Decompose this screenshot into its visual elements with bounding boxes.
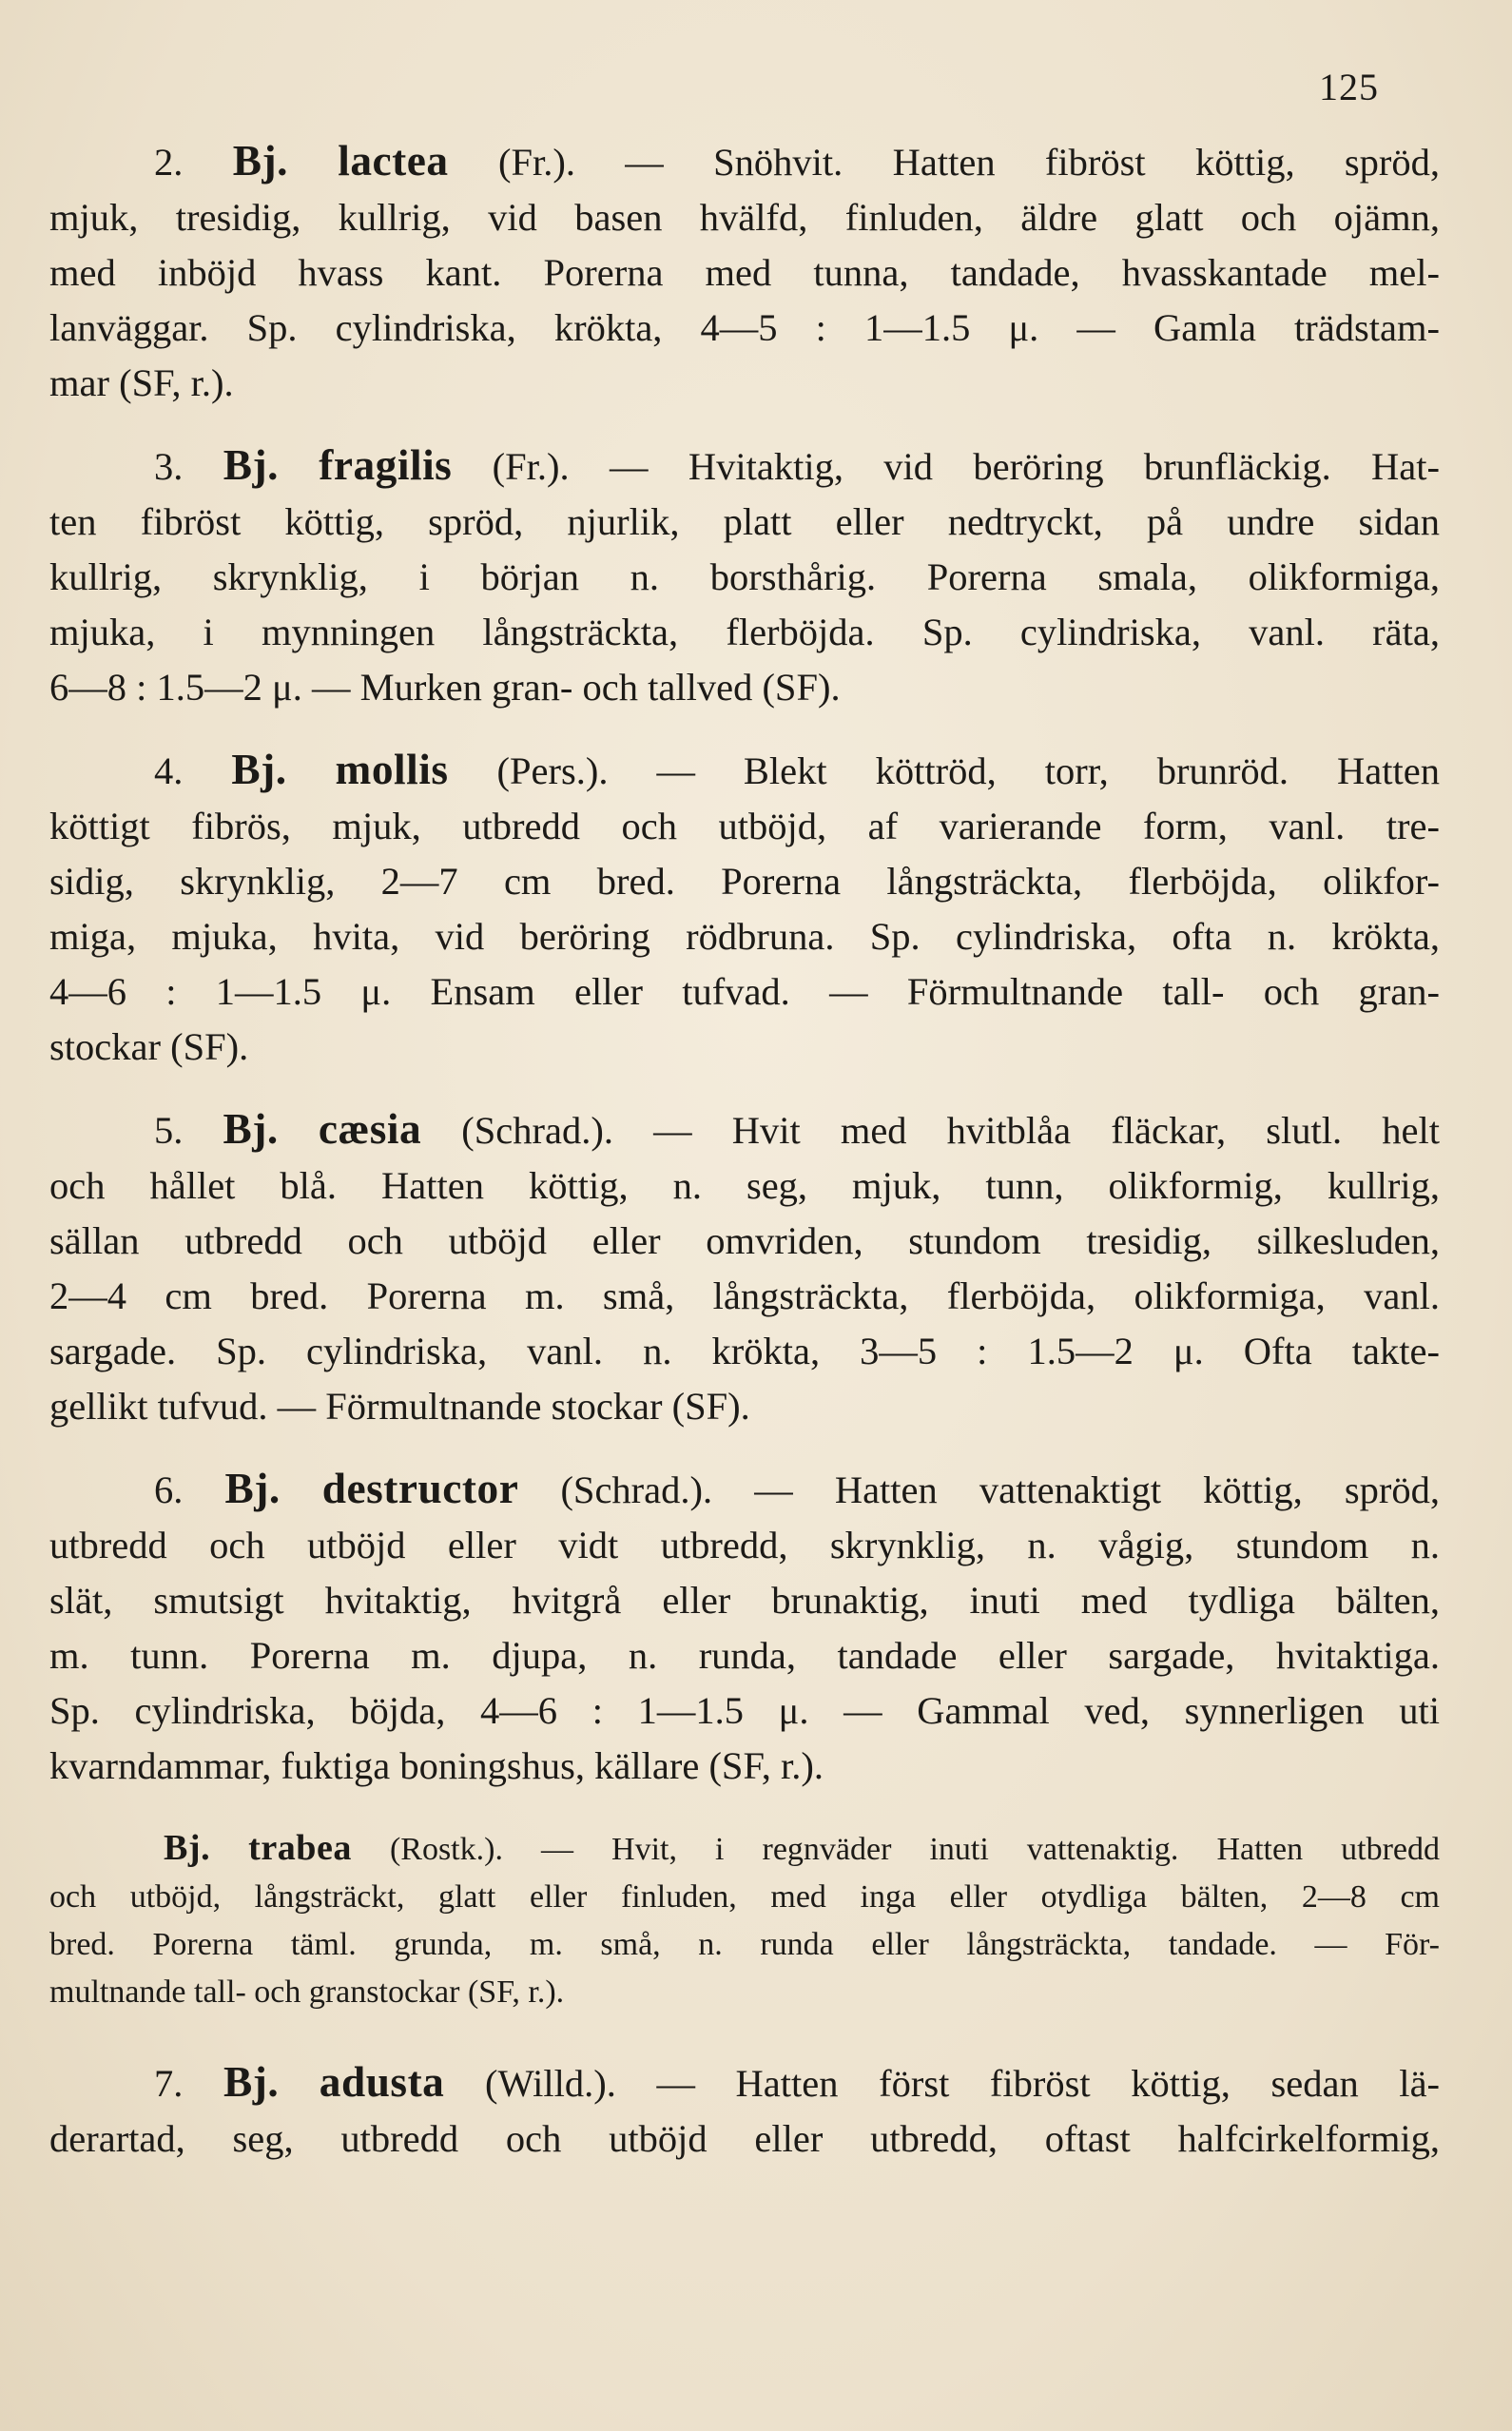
- line-text: miga, mjuka, hvita, vid beröring rödbruna. Sp. cylindriska, ofta n. krökta,: [49, 915, 1440, 958]
- line-text: — Hvitaktig, vid beröring brunfläckig. Hat-: [610, 445, 1441, 488]
- line-text: köttigt fibrös, mjuk, utbredd och utböjd, af varierande form, vanl. tre-: [49, 805, 1440, 847]
- author-citation: (Rostk.).: [389, 1832, 503, 1867]
- species-name: trabea: [248, 1828, 352, 1868]
- text-line: [49, 605, 1440, 660]
- line-text: kvarndammar, fuktiga boningshus, källare (SF, r.).: [49, 1744, 824, 1787]
- species-entry: [49, 742, 1440, 1075]
- species-name: destructor: [321, 1465, 519, 1512]
- author-citation: (Schrad.).: [560, 1468, 713, 1511]
- species-name: fragilis: [319, 441, 453, 489]
- text-line: [49, 245, 1440, 301]
- text-line: [49, 660, 1440, 715]
- text-line: [49, 356, 1440, 411]
- species-entry: [49, 133, 1440, 411]
- line-text: sidig, skrynklig, 2—7 cm bred. Porerna långsträckta, flerböjda, olikfor-: [49, 860, 1440, 903]
- line-text: och utböjd, långsträckt, glatt eller finluden, med inga eller otydliga bälten, 2—8 cm: [49, 1879, 1440, 1915]
- text-line: [49, 1683, 1440, 1739]
- species-entry: [49, 1824, 1440, 2016]
- line-text: sällan utbredd och utböjd eller omvriden, stundom tresidig, silkesluden,: [49, 1219, 1440, 1262]
- line-text: derartad, seg, utbredd och utböjd eller utbredd, oftast halfcirkelformig,: [49, 2117, 1440, 2160]
- text-line: [49, 1269, 1440, 1324]
- genus-name: Bj.: [223, 1105, 279, 1153]
- text-line: [49, 1739, 1440, 1794]
- author-citation: (Pers.).: [496, 749, 609, 792]
- line-text: — Hatten först fibröst köttig, sedan lä-: [656, 2062, 1441, 2105]
- line-text: 6—8 : 1.5—2 μ. — Murken gran- och tallved (SF).: [49, 666, 841, 709]
- line-text: sargade. Sp. cylindriska, vanl. n. krökta, 3—5 : 1.5—2 μ. Ofta takte-: [49, 1330, 1440, 1372]
- text-line: [49, 2111, 1440, 2167]
- entry-number: [49, 1832, 164, 1867]
- entry-number: 6.: [154, 1468, 225, 1511]
- text-line: [49, 1020, 1440, 1075]
- species-entry: [49, 438, 1440, 715]
- text-line: [49, 1824, 1440, 1874]
- line-text: slät, smutsigt hvitaktig, hvitgrå eller brunaktig, inuti med tydliga bälten,: [49, 1579, 1440, 1622]
- line-text: 2—4 cm bred. Porerna m. små, långsträckta, flerböjda, olikformiga, vanl.: [49, 1274, 1440, 1317]
- line-text: mar (SF, r.).: [49, 361, 234, 404]
- genus-name: Bj.: [231, 746, 287, 793]
- text-line: [49, 2054, 1440, 2111]
- line-text: kullrig, skrynklig, i början n. borsthårig. Porerna smala, olikformiga,: [49, 555, 1440, 598]
- text-line: [49, 799, 1440, 854]
- genus-name: Bj.: [164, 1828, 211, 1868]
- species-name: cæsia: [318, 1105, 422, 1153]
- species-name: mollis: [335, 746, 449, 793]
- line-text: — Hvit, i regnväder inuti vattenaktig. Hatten utbredd: [541, 1832, 1440, 1867]
- genus-name: Bj.: [232, 137, 288, 185]
- text-line: [49, 854, 1440, 909]
- line-text: — Hatten vattenaktigt köttig, spröd,: [754, 1468, 1441, 1511]
- line-text: med inböjd hvass kant. Porerna med tunna, tandade, hvasskantade mel-: [49, 251, 1440, 294]
- species-name: adusta: [319, 2058, 445, 2106]
- line-text: — Blekt köttröd, torr, brunröd. Hatten: [656, 749, 1440, 792]
- text-line: [49, 1921, 1440, 1969]
- page-number: 125: [1319, 66, 1379, 108]
- line-text: stockar (SF).: [49, 1025, 249, 1068]
- text-line: [49, 550, 1440, 605]
- species-entry: [49, 1461, 1440, 1794]
- line-text: utbredd och utböjd eller vidt utbredd, skrynklig, n. vågig, stundom n.: [49, 1524, 1440, 1566]
- text-line: [49, 909, 1440, 964]
- author-citation: (Schrad.).: [461, 1109, 613, 1152]
- line-text: bred. Porerna täml. grunda, m. små, n. runda eller långsträckta, tandade. — För-: [49, 1927, 1440, 1962]
- genus-name: Bj.: [223, 441, 279, 489]
- text-line: [49, 301, 1440, 356]
- entry-number: 4.: [154, 749, 232, 792]
- text-line: [49, 1969, 1440, 2016]
- line-text: Sp. cylindriska, böjda, 4—6 : 1—1.5 μ. — Gammal ved, synnerligen uti: [49, 1689, 1440, 1732]
- text-line: [49, 133, 1440, 190]
- genus-name: Bj.: [224, 1465, 281, 1512]
- text-line: [49, 1101, 1440, 1158]
- text-line: [49, 964, 1440, 1020]
- text-line: [49, 495, 1440, 550]
- author-citation: (Fr.).: [492, 445, 570, 488]
- species-entry: [49, 2054, 1440, 2167]
- author-citation: (Fr.).: [497, 141, 575, 184]
- text-line: [49, 1324, 1440, 1379]
- line-text: lanväggar. Sp. cylindriska, krökta, 4—5 : 1—1.5 μ. — Gamla trädstam-: [49, 306, 1440, 349]
- entry-number: 3.: [154, 445, 223, 488]
- line-text: mjuka, i mynningen långsträckta, flerböjda. Sp. cylindriska, vanl. räta,: [49, 611, 1440, 653]
- text-line: [49, 1461, 1440, 1518]
- text-line: [49, 1158, 1440, 1214]
- line-text: — Hvit med hvitblåa fläckar, slutl. helt: [653, 1109, 1441, 1152]
- text-block: [49, 133, 1440, 2167]
- species-name: lactea: [338, 137, 449, 185]
- text-line: [49, 1628, 1440, 1683]
- line-text: mjuk, tresidig, kullrig, vid basen hvälfd, finluden, äldre glatt och ojämn,: [49, 196, 1440, 239]
- line-text: — Snöhvit. Hatten fibröst köttig, spröd,: [625, 141, 1441, 184]
- author-citation: (Willd.).: [484, 2062, 616, 2105]
- text-line: [49, 1518, 1440, 1573]
- line-text: multnande tall- och granstockar (SF, r.).: [49, 1974, 565, 2010]
- text-line: [49, 438, 1440, 495]
- entry-number: 7.: [154, 2062, 223, 2105]
- text-line: [49, 1379, 1440, 1434]
- entry-number: 5.: [154, 1109, 223, 1152]
- text-line: [49, 742, 1440, 799]
- genus-name: Bj.: [223, 2058, 280, 2106]
- entry-number: 2.: [154, 141, 233, 184]
- line-text: m. tunn. Porerna m. djupa, n. runda, tandade eller sargade, hvitaktiga.: [49, 1634, 1440, 1677]
- text-line: [49, 1214, 1440, 1269]
- text-line: [49, 190, 1440, 245]
- species-entry: [49, 1101, 1440, 1434]
- line-text: ten fibröst köttig, spröd, njurlik, platt eller nedtryckt, på undre sidan: [49, 500, 1440, 543]
- line-text: 4—6 : 1—1.5 μ. Ensam eller tufvad. — Förmultnande tall- och gran-: [49, 970, 1440, 1013]
- line-text: gellikt tufvud. — Förmultnande stockar (SF).: [49, 1385, 750, 1428]
- text-line: [49, 1573, 1440, 1628]
- text-line: [49, 1874, 1440, 1921]
- line-text: och hållet blå. Hatten köttig, n. seg, mjuk, tunn, olikformig, kullrig,: [49, 1164, 1440, 1207]
